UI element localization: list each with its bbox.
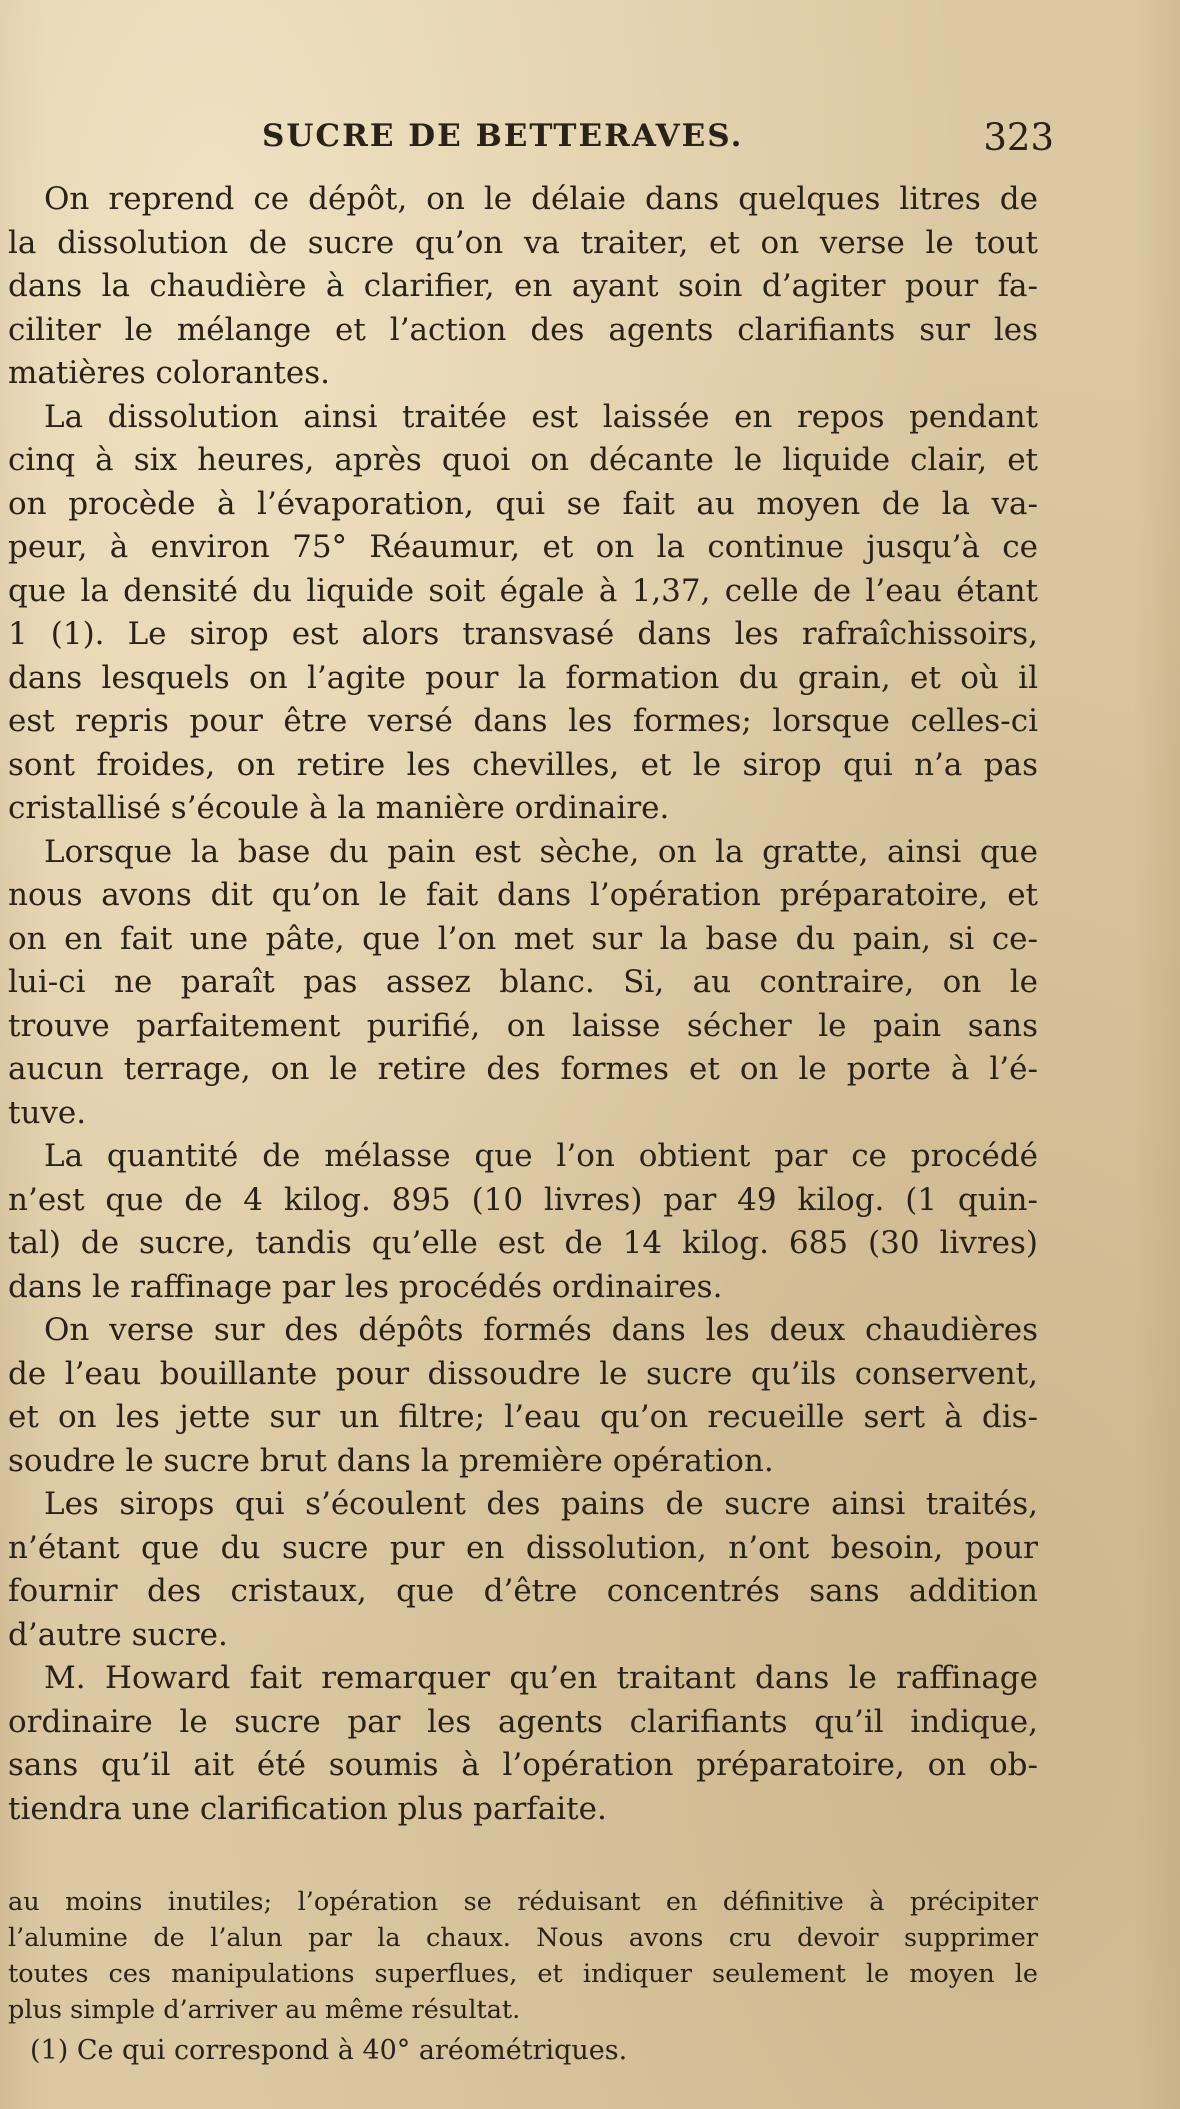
text-line: La dissolution ainsi traitée est laissée en repos pendant	[44, 398, 1038, 435]
text-line: sans qu’il ait été soumis à l’opération préparatoire, on ob-	[8, 1747, 1038, 1783]
text-line: ordinaire le sucre par les agents clarifiants qu’il indique,	[8, 1703, 1038, 1740]
text-line: dans le raffinage par les procédés ordinaires.	[8, 1268, 723, 1305]
text-line: Lorsque la base du pain est sèche, on la gratte, ainsi que	[44, 833, 1038, 870]
text-line: peur, à environ 75° Réaumur, et on la continue jusqu’à ce	[8, 529, 1038, 565]
text-line: cinq à six heures, après quoi on décante le liquide clair, et	[8, 442, 1038, 478]
text-line: nous avons dit qu’on le fait dans l’opération préparatoire, et	[8, 877, 1038, 913]
page-number: 323	[983, 116, 1054, 159]
text-line: ciliter le mélange et l’action des agents clarifiants sur les	[8, 311, 1038, 348]
text-line: la dissolution de sucre qu’on va traiter, et on verse le tout	[8, 224, 1038, 261]
text-line: tuve.	[8, 1094, 87, 1131]
text-line: dans la chaudière à clarifier, en ayant soin d’agiter pour fa-	[8, 268, 1038, 304]
text-line: trouve parfaitement purifié, on laisse sécher le pain sans	[8, 1007, 1038, 1044]
text-line: lui-ci ne paraît pas assez blanc. Si, au contraire, on le	[8, 964, 1038, 1000]
footnote-reference: (1) Ce qui correspond à 40° aréométriques.	[30, 2035, 628, 2066]
footnote-line: toutes ces manipulations superflues, et indiquer seulement le moyen le	[8, 1959, 1038, 1989]
text-line: n’étant que du sucre pur en dissolution, n’ont besoin, pour	[8, 1529, 1038, 1566]
text-line: n’est que de 4 kilog. 895 (10 livres) par 49 kilog. (1 quin-	[8, 1181, 1038, 1218]
text-line: tal) de sucre, tandis qu’elle est de 14 kilog. 685 (30 livres)	[8, 1225, 1038, 1261]
text-line: on en fait une pâte, que l’on met sur la base du pain, si ce-	[8, 920, 1038, 957]
text-line: que la densité du liquide soit égale à 1,37, celle de l’eau étant	[8, 572, 1038, 609]
text-line: on procède à l’évaporation, qui se fait au moyen de la va-	[8, 485, 1038, 522]
text-line: fournir des cristaux, que d’être concentrés sans addition	[8, 1573, 1038, 1609]
text-line: cristallisé s’écoule à la manière ordinaire.	[8, 790, 670, 826]
text-line: On verse sur des dépôts formés dans les deux chaudières	[44, 1312, 1038, 1348]
text-line: de l’eau bouillante pour dissoudre le sucre qu’ils conservent,	[8, 1355, 1038, 1392]
page-header	[262, 118, 1054, 170]
text-line: dans lesquels on l’agite pour la formation du grain, et où il	[8, 659, 1038, 696]
text-line: 1 (1). Le sirop est alors transvasé dans les rafraîchissoirs,	[8, 616, 1038, 652]
footnotes	[8, 1884, 1038, 2070]
text-line: aucun terrage, on le retire des formes et on le porte à l’é-	[8, 1051, 1038, 1087]
text-line: On reprend ce dépôt, on le délaie dans quelques litres de	[44, 181, 1038, 217]
text-line: sont froides, on retire les chevilles, et le sirop qui n’a pas	[8, 746, 1038, 783]
text-line: M. Howard fait remarquer qu’en traitant dans le raffinage	[44, 1660, 1038, 1696]
text-line: soudre le sucre brut dans la première opération.	[8, 1442, 774, 1479]
text-line: et on les jette sur un filtre; l’eau qu’on recueille sert à dis-	[8, 1399, 1038, 1435]
text-line: est repris pour être versé dans les formes; lorsque celles-ci	[8, 703, 1038, 739]
footnote-line: l’alumine de l’alun par la chaux. Nous avons cru devoir supprimer	[8, 1923, 1038, 1953]
text-line: d’autre sucre.	[8, 1616, 228, 1653]
main-text	[8, 178, 1038, 1831]
text-line: Les sirops qui s’écoulent des pains de sucre ainsi traités,	[44, 1486, 1038, 1522]
footnote-line: plus simple d’arriver au même résultat.	[8, 1995, 521, 2025]
running-title: SUCRE DE BETTERAVES.	[262, 118, 744, 154]
text-line: La quantité de mélasse que l’on obtient par ce procédé	[44, 1138, 1038, 1174]
text-line: tiendra une clarification plus parfaite.	[8, 1790, 607, 1827]
footnote-line: au moins inutiles; l’opération se réduisant en définitive à précipiter	[8, 1887, 1038, 1917]
text-line: matières colorantes.	[8, 355, 330, 391]
